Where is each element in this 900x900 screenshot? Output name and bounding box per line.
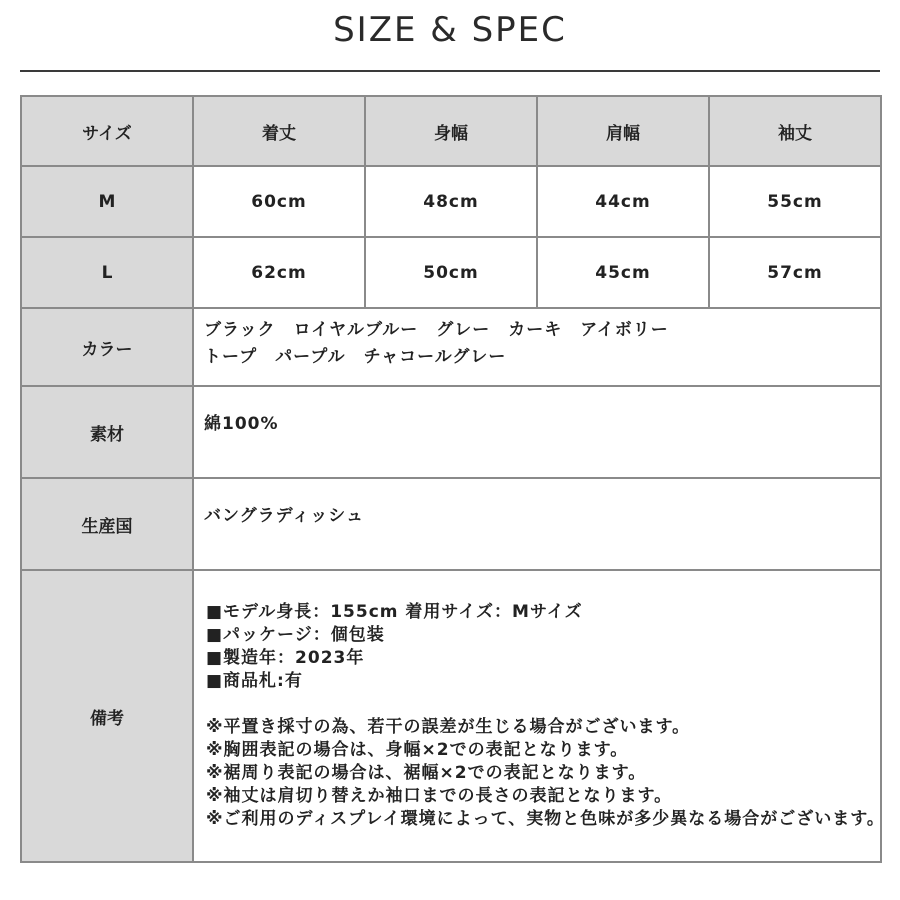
color-values xyxy=(193,308,881,386)
remarks-note-line: ※裾周り表記の場合は、裾幅×2での表記となります。 xyxy=(206,763,647,783)
remarks-note-line: ※胸囲表記の場合は、身幅×2での表記となります。 xyxy=(206,740,629,760)
remarks-content xyxy=(193,570,885,862)
header-length: 着丈 xyxy=(193,96,365,166)
remarks-info-line: ■パッケージ：個包装 xyxy=(206,625,385,645)
origin-value: バングラディッシュ xyxy=(193,478,881,570)
origin-label: 生産国 xyxy=(21,478,193,570)
remarks-info-line: ■製造年：2023年 xyxy=(206,648,365,668)
header-size: サイズ xyxy=(21,96,193,166)
size-value: 45cm xyxy=(537,237,709,308)
spec-table xyxy=(20,95,885,863)
size-value: 55cm xyxy=(709,166,881,237)
size-label: L xyxy=(21,237,193,308)
size-value: 62cm xyxy=(193,237,365,308)
size-value: 50cm xyxy=(365,237,537,308)
header-sleeve: 袖丈 xyxy=(709,96,881,166)
size-value: 60cm xyxy=(193,166,365,237)
size-value: 44cm xyxy=(537,166,709,237)
color-label: カラー xyxy=(21,308,193,386)
remarks-spacer xyxy=(206,693,880,716)
title-divider xyxy=(20,70,880,72)
material-row xyxy=(21,386,881,478)
color-line: トープ パープル チャコールグレー xyxy=(204,347,507,367)
header-shoulder: 肩幅 xyxy=(537,96,709,166)
size-value: 48cm xyxy=(365,166,537,237)
header-width: 身幅 xyxy=(365,96,537,166)
material-value: 綿100% xyxy=(193,386,881,478)
remarks-row xyxy=(21,570,881,862)
origin-row xyxy=(21,478,881,570)
remarks-label: 備考 xyxy=(21,570,193,862)
size-label: M xyxy=(21,166,193,237)
remarks-note-line: ※ご利用のディスプレイ環境によって、実物と色味が多少異なる場合がございます。 xyxy=(206,809,885,829)
remarks-note-line: ※袖丈は肩切り替えか袖口までの長さの表記となります。 xyxy=(206,786,673,806)
material-label: 素材 xyxy=(21,386,193,478)
header-row xyxy=(21,96,881,166)
remarks-info-line: ■商品札:有 xyxy=(206,671,303,691)
remarks-note-line: ※平置き採寸の為、若干の誤差が生じる場合がございます。 xyxy=(206,717,691,737)
color-row xyxy=(21,308,881,386)
page-title: SIZE & SPEC xyxy=(333,10,567,50)
size-value: 57cm xyxy=(709,237,881,308)
size-row-m xyxy=(21,166,881,237)
size-row-l xyxy=(21,237,881,308)
remarks-info-line: ■モデル身長：155cm 着用サイズ：Mサイズ xyxy=(206,602,583,622)
color-line: ブラック ロイヤルブルー グレー カーキ アイボリー xyxy=(204,320,669,340)
